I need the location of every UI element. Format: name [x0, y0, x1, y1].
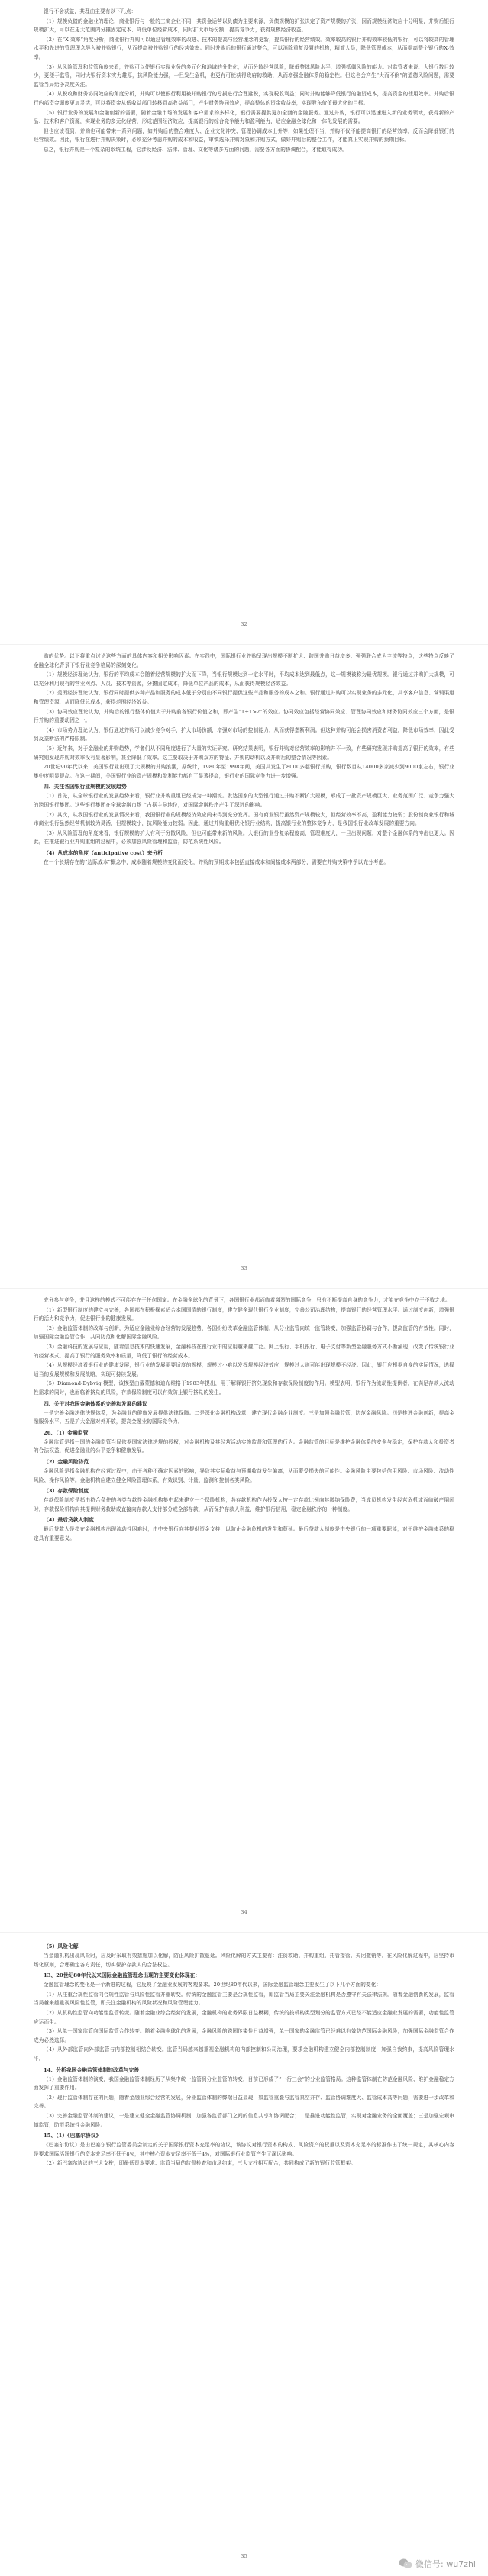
page-number: 34	[241, 1909, 247, 1915]
section-heading: 14、分析我国金融监管体制的改革与完善	[44, 2066, 140, 2073]
page-number: 35	[241, 2553, 247, 2559]
paragraph: 20世纪90年代以来，美国银行业出现了大规模的并购浪潮，据统计，1980年至1998年间，美国共发生了8000多起银行并购，银行数目从14000多家减少到9000家左右，银行业集中度明显提高。在这一期间，美国银行业的资产规模和盈利能力都有了显著提高，银行业的国际竞争力进一步增强。	[34, 764, 454, 779]
paragraph: 金融风险是指金融机构在经营过程中，由于各种不确定因素的影响，导致其实际收益与预期收益发生偏离，从而蒙受损失的可能性。金融风险主要包括信用风险、市场风险、流动性风险、操作风险等。金融机构应建立健全风险管理体系，有效识别、计量、监测和控制各类风险。	[34, 1467, 454, 1483]
paragraph: 最后贷款人是指在金融机构出现流动性困难时，由中央银行向其提供资金支持，以防止金融危机的发生和蔓延。最后贷款人制度是中央银行的一项重要职能，对于维护金融体系的稳定具有重要意义。	[34, 1526, 454, 1541]
section-heading: 26、（1）金融监管	[44, 1429, 89, 1436]
section-heading: 四、关于对我国金融体系的完善和发展的建议	[44, 1400, 147, 1407]
paragraph: （2）在“X-效率”角度分析，商业银行并购可以通过管理效率的改进、技术的提高与经营理念的更新，提高银行的经营绩效。效率较高的银行并购效率较低的银行，可以将较高的管理水平和先进的管理理念导入被并购银行，从而提高被并购银行的经营效率。同时并购后的银行通过整合，可以消除重复设置的机构，精简人员，降低管理成本，从而提高整个银行的X-效率。	[34, 36, 454, 60]
watermark-text: 微信号: wu7zhl	[415, 2559, 476, 2569]
paragraph: （3）完善金融监管体制的建议，一是建立健全金融监管协调机制，加强各监管部门之间的信息共享和协调配合；二是推进功能性监管，实现对金融业务的全面覆盖；三是加强宏观审慎监管，防范系统性金融风险。	[34, 2112, 454, 2128]
paragraph: （1）首先，从全球银行业的发展趋势来看，银行业并购重组已经成为一种潮流。发达国家的大型银行通过并购不断扩大规模，形成了一批资产规模巨大、业务范围广泛、竞争力强大的跨国银行集团。这些银行集团在全球金融市场上占据主导地位，对国际金融秩序产生了深远的影响。	[34, 793, 454, 808]
section-heading: 13、20世纪80年代以来国际金融监管理念出现的主要变化体现在：	[44, 1972, 201, 1979]
section-heading: （3）存款保险制度	[44, 1488, 89, 1495]
section-heading: 四、关注各国银行业规模的发展趋势	[44, 784, 127, 791]
paragraph: 金融监管理念的变化是一个渐进的过程，它反映了金融业发展的客观要求。20世纪80年代以来，国际金融监管理念主要发生了以下几个方面的变化：	[44, 1982, 382, 1988]
paragraph: （3）从单一国家监管向国际监管合作转变。随着金融全球化的发展，金融风险的跨国传染性日益增强，单一国家的金融监管已经难以有效防范国际金融风险，加强国际金融监管合作成为必然选择。	[34, 2028, 454, 2043]
paragraph: （3）从风险管理的角度来看，银行规模的扩大有利于分散风险，但也可能带来新的风险。大银行的业务复杂程度高，管理难度大，一旦出现问题，对整个金融体系的冲击也更大。因此，在推进银行业并购重组的过程中，必须加强风险管理和监管，防范系统性风险。	[34, 829, 454, 845]
paragraph: （4）从规模经济看银行业的健康发展，银行业的发展需要适度的规模，规模过小难以发挥规模经济效应，规模过大则可能出现规模不经济。因此，银行应根据自身的实际情况，选择适当的发展规模和发展战略，实现可持续发展。	[34, 1362, 454, 1377]
paragraph: （2）金融监管体制的改革与创新，为适应金融业综合经营的发展趋势，各国纷纷改革金融监管体制，从分业监管向统一监管转变，加强监管协调与合作，提高监管的有效性。同时，加强国际金融监管合作，共同防范和化解国际金融风险。	[34, 1325, 454, 1341]
wechat-watermark	[399, 2558, 476, 2570]
paragraph: （2）从机构性监管向功能性监管转变。随着金融业综合经营的发展，金融机构的业务界限日益模糊，传统的按机构类型划分的监管方式已经不能适应金融业发展的需要，功能性监管应运而生。	[34, 2009, 454, 2025]
page	[0, 1932, 488, 2576]
paragraph: 《巴塞尔协议》是由巴塞尔银行监管委员会制定的关于国际银行资本充足率的协议，该协议对银行资本的构成、风险资产的权重以及资本充足率的标准作出了统一规定，其核心内容是要求国际活跃银行的资本充足率不低于8%，其中核心资本充足率不低于4%，对国际银行业监管产生了深远影响。	[34, 2142, 454, 2157]
paragraph: （2）范围经济理论认为，银行同时提供多种产品和服务的成本低于分别由不同银行提供这些产品和服务的成本之和。银行通过并购可以实现业务的多元化，共享客户信息、营销渠道和管理资源，从而降低总成本，获得范围经济效益。	[34, 690, 454, 705]
section-heading: （5）风险化解	[44, 1943, 79, 1950]
section-heading: （4）从成本的角度（anticipative cost）来分析	[44, 849, 163, 856]
paragraph: （2）现行监管体制存在的问题，随着金融业综合经营的发展，分业监管体制的弊端日益显现，如监管重叠与监管真空并存、监管协调难度大、监管成本高等问题，需要进一步改革和完善。	[34, 2094, 454, 2110]
wechat-icon	[399, 2558, 412, 2569]
paragraph: 总之，银行并购是一个复杂的系统工程，它涉及经济、法律、管理、文化等诸多方面的问题，需要各方面的协调配合，才能取得成功。	[44, 146, 347, 153]
section-heading: 15、（1）《巴塞尔协议》	[44, 2133, 102, 2140]
paragraph: （3）金融科技的发展与应用，随着信息技术的快速发展，金融科技在银行业中的应用越来越广泛。网上银行、手机银行、电子支付等新型金融服务方式不断涌现，改变了传统银行业的经营模式，提高了银行的服务效率和质量，降低了银行的经营成本。	[34, 1343, 454, 1359]
paragraph: （1）新型银行制度的建立与完善，各国都在积极探索适合本国国情的银行制度，建立健全现代银行企业制度，完善公司治理结构，提高银行的经营管理水平。通过制度创新，增强银行的活力和竞争力，促进银行业的健康发展。	[34, 1306, 454, 1322]
paragraph: （5）Diamond-Dybvig 模型，该模型由戴蒙德和迪布维格于1983年提出，用于解释银行挤兑现象和存款保险制度的作用。模型表明，银行作为流动性提供者，在满足存款人流动性需求的同时，也面临着挤兑的风险，存款保险制度可以有效防止银行挤兑的发生。	[34, 1380, 454, 1396]
paragraph: 当金融机构出现风险时，应及时采取有效措施加以化解，防止风险扩散蔓延。风险化解的方式主要有：注资救助、并购重组、托管接管、关闭撤销等。在风险化解过程中，应坚持市场化原则，合理确定各方责任，切实保护存款人的合法权益。	[34, 1953, 454, 1968]
page	[0, 1288, 488, 1932]
paragraph: （1）从注重合规性监管向合规性监管与风险性监管并重转变。传统的金融监管主要是合规性监管，即监管当局主要关注金融机构是否遵守有关法律法规。随着金融创新的发展，监管当局越来越重视风险性监管，即关注金融机构的风险状况和风险管理能力。	[34, 1991, 454, 2007]
section-heading: （2）金融风险防范	[44, 1458, 89, 1465]
paragraph: （2）其次，从我国银行业的发展情况来看，我国银行业的规模经济效应尚未得到充分发挥。国有商业银行虽然资产规模较大，但经营效率不高，盈利能力较弱；股份制商业银行和城市商业银行虽然经营机制较为灵活，但规模较小，抗风险能力较弱。因此，通过并购重组优化银行业结构，提高银行业的整体竞争力，是我国银行业改革发展的重要方向。	[34, 811, 454, 827]
paragraph: （5）近年来，对于金融业的并购趋势，学者们从不同角度进行了大量的实证研究。研究结果表明，银行并购对经营效率的影响并不一致，有些研究发现并购提高了银行的效率，有些研究则发现并购对效率没有显著影响，甚至降低了效率。这主要取决于并购双方的特征、并购的动机以及并购后的整合情况等因素。	[34, 745, 454, 761]
paragraph: （4）市场势力理论认为，银行通过并购可以减少竞争对手，扩大市场份额，增强对市场的控制能力，从而获得垄断利润。但这种并购可能会损害消费者利益，降低市场效率，因此受到反垄断法的严格限制。	[34, 726, 454, 742]
paragraph: 银行不会获益，其理由主要有以下几点：	[44, 8, 137, 14]
paragraph: （3）从风险管理和监管角度来看，并购可以使银行实现业务的多元化和地域的分散化，从而分散经营风险，降低整体风险水平，增强抵御风险的能力。对监管者来说，大银行数目较少，更便于监管，同时大银行资本实力雄厚，抗风险能力强，一旦发生危机，也更有可能获得政府的救助，从而增强金融体系的稳定性。但这也会产生“大而不倒”的道德风险问题，需要监管当局给予高度关注。	[34, 63, 454, 88]
paragraph: 存款保险制度是指由符合条件的各类存款性金融机构集中起来建立一个保险机构，各存款机构作为投保人按一定存款比例向其缴纳保险费，当成员机构发生经营危机或面临破产倒闭时，存款保险机构向其提供财务救助或直接向存款人支付部分或全部存款，从而保护存款人利益，维护银行信用，稳定金融秩序的一种制度。	[34, 1497, 454, 1512]
paragraph: （1）金融监管体制的演变，我国金融监管体制经历了从集中统一监管到分业监管的转变，目前已形成了“一行三会”的分业监管格局。这种监管体制在防范金融风险、维护金融稳定方面发挥了重要作用。	[34, 2075, 454, 2091]
paragraph: （4）从税收和财务协同效应的角度分析，并购可以使银行利用被并购银行的亏损进行合理避税，实现税收利益；同时并购能够降低银行的融资成本，提高资金的使用效率。并购后银行内部资金调度更加灵活，可以将资金从低收益部门转移到高收益部门，产生财务协同效应，提高整体的资金收益率，实现股东价值最大化的目标。	[34, 91, 454, 106]
page	[0, 0, 488, 644]
paragraph: 一是完善金融法律法规体系，为金融业的健康发展提供法律保障。二是深化金融机构改革，建立现代金融企业制度。三是加强金融监管，防范金融风险。四是推进金融创新，提高金融服务水平。五是扩大金融对外开放，提高金融业的国际竞争力。	[34, 1409, 454, 1425]
paragraph: 在一个长期存在的“边际成本”概念中，成本随着规模的变化而变化，并购的预期成本包括直接成本和间接成本两部分，需要在并购决策中予以充分考虑。	[44, 858, 389, 865]
paragraph: （1）规模负债的金融业的理论，商业银行与一般的工商企业不同，其资金运营以负债为主要来源，负债规模的扩张决定了资产规模的扩张，因而规模经济效应十分明显，并购后银行规模扩大，可以在更大范围内分摊固定成本、降低单位经营成本，同时扩大市场份额，提高竞争力，获得规模经济收益。	[34, 18, 454, 34]
paragraph: （4）从外部监管向外部监管与内部控制相结合转变。监管当局越来越重视金融机构的内部控制和公司治理，要求金融机构建立健全内部控制制度，加强自我约束，提高风险管理水平。	[34, 2046, 454, 2062]
section-heading: （4）最后贷款人制度	[44, 1517, 94, 1524]
page	[0, 644, 488, 1288]
paragraph: （2）新巴塞尔协议的三大支柱，即最低资本要求、监管当局的监督检查和市场约束，三大支柱相互配合，共同构成了新的银行监管框架。	[44, 2160, 356, 2167]
paragraph: （3）协同效应理论认为，并购后的银行整体价值大于并购前各银行价值之和，即产生“1+1>2”的效应。协同效应包括经营协同效应、管理协同效应和财务协同效应三个方面，是银行并购的重要动因之一。	[34, 708, 454, 724]
paragraph: 金融监管是指一国的金融监管当局依据国家法律法规的授权，对金融机构及其经营活动实施监督和管理的行为。金融监管的目标是维护金融体系的安全与稳定，保护存款人和投资者的合法权益，促进金融业的公平竞争和健康发展。	[34, 1438, 454, 1454]
page-number: 33	[241, 1265, 247, 1271]
page-number: 32	[241, 621, 247, 627]
paragraph: 充分参与竞争，并且这样的模式不可能存在于任何国家。在金融全球化的背景下，各国银行业都面临着激烈的国际竞争，只有不断提高自身的竞争力，才能在竞争中立于不败之地。	[44, 1297, 451, 1303]
paragraph: 但也应该看到，并购也可能带来一系列问题，如并购后的整合难度大、企业文化冲突、管理协调成本上升等，如果处理不当，并购不仅不能提高银行的经营效率，反而会降低银行的经营绩效。因此，银行在进行并购决策时，必须充分考虑并购的成本和收益，审慎选择并购对象和并购方式，做好并购后的整合工作，才能真正实现并购的预期目标。	[34, 127, 454, 143]
paragraph: 购的优势。以下将重点讨论这些方面的具体内容和相关影响因素。在实践中，国际银行业并购呈现出规模不断扩大、跨国并购日益增多、强强联合成为主流等特点，这些特点反映了金融全球化背景下银行业竞争格局的深刻变化。	[34, 653, 454, 668]
paragraph: （1）规模经济理论认为，银行的平均成本会随着经营规模的扩大而下降，当银行规模达到一定水平时，平均成本达到最低点，这一规模被称为最优规模。银行通过并购扩大规模，可以充分利用现有的营业网点、人员、技术等资源，分摊固定成本，降低单位产品的成本，从而获得规模经济效益。	[34, 671, 454, 687]
paragraph: （5）银行业务的发展和金融创新的需要，随着金融市场的发展和客户需求的多样化，银行需要提供更加全面的金融服务。通过并购，银行可以迅速进入新的业务领域，获得新的产品、技术和客户资源，实现业务的多元化经营，形成范围经济效应，提高银行的综合竞争能力和盈利能力，适应金融全球化和一体化发展的需要。	[34, 109, 454, 125]
